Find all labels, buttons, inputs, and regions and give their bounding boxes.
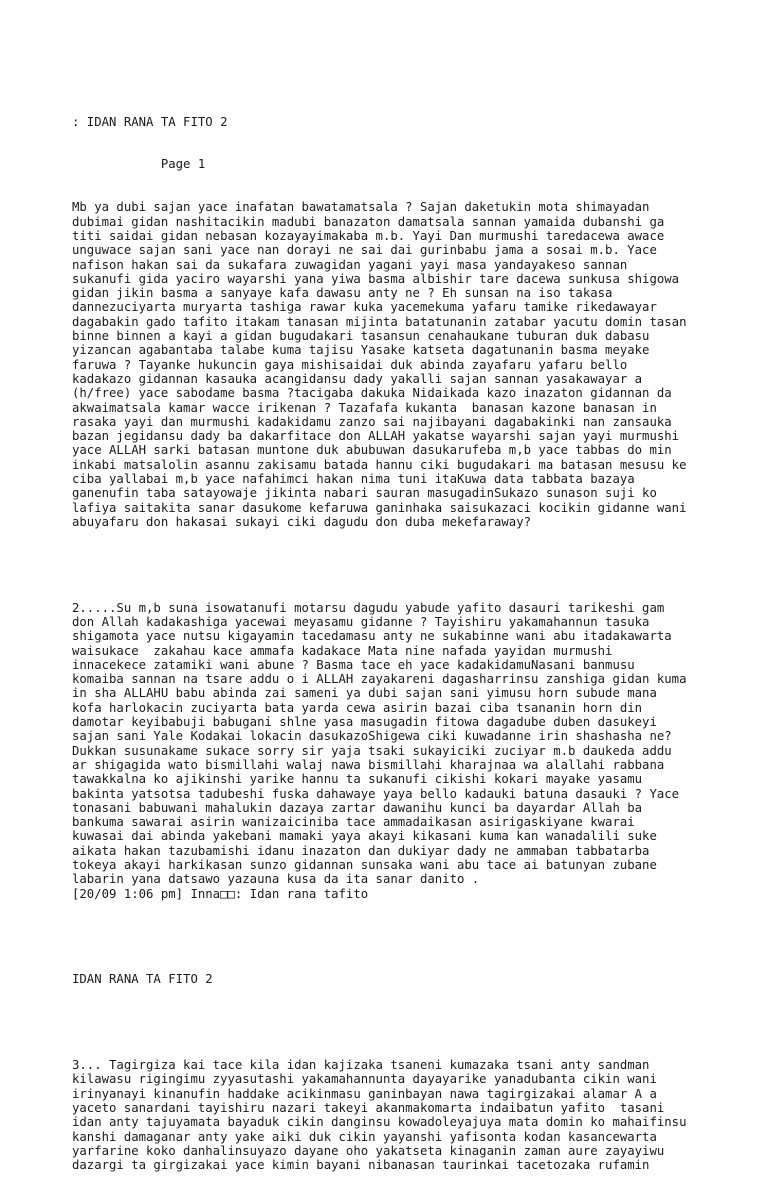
text-line: yarfarine koko danhalinsuyazo dayane oho yakatseta kinaganin zaman aure zayayiwu bbox=[72, 1143, 665, 1158]
text-line: shigamota yace nutsu kigayamin tacedamasu anty ne sukabinne wani abu itadakawarta bbox=[72, 629, 672, 644]
text-line: akwaimatsala kamar wacce irikenan ? Tazafafa kukanta banasan kazone banasan in bbox=[72, 400, 657, 415]
text-line: waisukace zakahau kace ammafa kadakace Mata nine nafada yayidan murmushi bbox=[72, 643, 613, 658]
text-line: kanshi damaganar anty yake aiki duk cikin yayanshi yafisonta kodan kasancewarta bbox=[72, 1129, 657, 1144]
document-title: : IDAN RANA TA FITO 2 bbox=[72, 114, 228, 129]
text-line: dazargi ta girgizakai yace kimin bayani nibanasan taurinkai tacetozaka rufamin bbox=[72, 1158, 650, 1173]
text-line: kofa harlokacin zuciyarta bata yarda cewa asirin bazai ciba tsananin horn din bbox=[72, 700, 643, 715]
text-line: don Allah kadakashiga yacewai meyasamu gidanne ? Tayishiru yakamahannun tasuka bbox=[72, 614, 650, 629]
section-heading: IDAN RANA TA FITO 2 bbox=[72, 972, 213, 987]
text-line: abuyafaru don hakasai sukayi ciki dagudu don duba mekefaraway? bbox=[72, 514, 532, 529]
text-line: sukanufi gida yaciro wayarshi yana yiwa basma albishir tare dacewa sunkusa shigowa bbox=[72, 271, 680, 286]
text-line: Dukkan susunakame sukace sorry sir yaja tsaki sukayiciki zuciyar m.b daukeda addu bbox=[72, 743, 672, 758]
text-line: kuwasai dai abinda yakebani mamaki yaya akayi kikasani kuma kan wanadalili suke bbox=[72, 829, 657, 844]
text-line: tawakkalna ko ajikinshi yarike hannu ta sukanufi cikishi kokari mayake yasamu bbox=[72, 772, 643, 787]
text-line: yaceto sanardani tayishiru nazari takeyi akanmakomarta indaibatun yafito tasani bbox=[72, 1101, 665, 1116]
text-line: innacekece zatamiki wani abune ? Basma tace eh yace kadakidamuNasani banmusu bbox=[72, 657, 635, 672]
text-line: yace ALLAH sarki batasan muntone duk abubuwan dasukarufeba m,b yace tabbas do min bbox=[72, 443, 672, 458]
text-line: 2.....Su m,b suna isowatanufi motarsu dagudu yabude yafito dasauri tarikeshi gam bbox=[72, 600, 665, 615]
text-line: Mb ya dubi sajan yace inafatan bawatamatsala ? Sajan daketukin mota shimayadan bbox=[72, 200, 650, 215]
text-line: kilawasu rigingimu zyyasutashi yakamahannunta dayayarike yanadubanta cikin wani bbox=[72, 1072, 657, 1087]
paragraph-1 bbox=[72, 200, 762, 529]
text-line: dagabakin gado tafito itakam tanasan mijinta batatunanin zatabar yacutu domin tasan bbox=[72, 314, 687, 329]
blank-line bbox=[72, 930, 762, 944]
text-line: titi saidai gidan nebasan kozayayimakaba m.b. Yayi Dan murmushi taredacewa awace bbox=[72, 228, 665, 243]
text-line: labarin yana datsawo yazauna kusa da ita sanar danito . bbox=[72, 872, 480, 887]
text-line: kadakazo gidannan kasauka acangidansu dady yakalli sajan sannan yasakawayar a bbox=[72, 371, 643, 386]
text-line: in sha ALLAHU babu abinda zai sameni ya dubi sajan sani yimusu horn subude mana bbox=[72, 686, 657, 701]
text-line: damotar keyibabuji babugani shlne yasa masugadin fitowa dagadube duben dasukeyi bbox=[72, 715, 657, 730]
paragraph-3 bbox=[72, 1058, 762, 1172]
text-line: irinyanayi kinanufin haddake acikinmasu ganinbayan nawa tagirgizakai alamar A a bbox=[72, 1086, 657, 1101]
text-line: inkabi matsalolin asannu zakisamu batada hannu ciki bugudakari ma batasan mesusu ke bbox=[72, 457, 687, 472]
text-line: [20/09 1:06 pm] Inna□□: Idan rana tafito bbox=[72, 886, 369, 901]
text-line: ganenufin taba satayowaje jikinta nabari sauran masugadinSukazo sunason suji ko bbox=[72, 486, 657, 501]
text-line: ar shigagida wato bismillahi walaj nawa bismillahi kharajnaa wa alallahi rabbana bbox=[72, 757, 665, 772]
document-page bbox=[72, 86, 762, 1187]
text-line: dubimai gidan nashitacikin madubi banazaton damatsala sannan yamaida dubanshi ga bbox=[72, 214, 665, 229]
text-line: unguwace sajan sani yace nan dorayi ne sai dai gurinbabu jama a sosai m.b. Yace bbox=[72, 243, 657, 258]
text-line: yizancan agabantaba talabe kuma tajisu Yasake katseta dagatunanin basma meyake bbox=[72, 343, 650, 358]
text-line: binne binnen a kayi a gidan bugudakari tasansun cenahaukane tuburan duk dabasu bbox=[72, 329, 650, 344]
text-line: tonasani babuwani mahalukin dazaya zartar dawanihu kunci ba dayardar Allah ba bbox=[72, 800, 643, 815]
text-line: faruwa ? Tayanke hukuncin gaya mishisaidai duk abinda zayafaru yafaru bello bbox=[72, 357, 628, 372]
text-line: ciba yallabai m,b yace nafahimci hakan nima tuni itaKuwa data tabbata bazaya bbox=[72, 472, 635, 487]
text-line: rasaka yayi dan murmushi kadakidamu zanzo sai najibayani dagabakinki nan zansauka bbox=[72, 414, 672, 429]
text-line: lafiya saitakita sanar dasukome kefaruwa ganinhaka saisukazaci kocikin gidanne wani bbox=[72, 500, 687, 515]
text-line: nafison hakan sai da sukafara zuwagidan yagani yayi masa yandayakeso sannan bbox=[72, 257, 628, 272]
text-line: aikata hakan tazubamishi idanu inazaton dan dukiyar dady ne ammaban tabbatarba bbox=[72, 843, 650, 858]
paragraph-2 bbox=[72, 601, 762, 901]
text-line: komaiba sannan na tsare addu o i ALLAH zayakareni dagasharrinsu zanshiga gidan kuma bbox=[72, 672, 687, 687]
text-line: dannezuciyarta muryarta tashiga rawar kuka yacemekuma yafaru tamike rikedawayar bbox=[72, 300, 657, 315]
text-line: tokeya akayi harkikasan sunzo gidannan sunsaka wani abu tace ai batunyan zubane bbox=[72, 858, 657, 873]
page-number: Page 1 bbox=[72, 157, 206, 172]
text-line: 3... Tagirgiza kai tace kila idan kajizaka tsaneni kumazaka tsani anty sandman bbox=[72, 1058, 650, 1073]
text-line: bakinta yatsotsa tadubeshi fuska dahawaye yaya bello kadauki batuna dasauki ? Yace bbox=[72, 786, 680, 801]
blank-line bbox=[72, 558, 762, 572]
text-line: bazan jegidansu dady ba dakarfitace don ALLAH yakatse wayarshi sajan yayi murmushi bbox=[72, 429, 680, 444]
text-line: (h/free) yace sabodame basma ?tacigaba dakuka Nidaikada kazo inazaton gidannan da bbox=[72, 386, 672, 401]
text-line: sajan sani Yale Kodakai lokacin dasukazoShigewa ciki kuwadanne irin shashasha ne? bbox=[72, 729, 672, 744]
blank-line bbox=[72, 1015, 762, 1029]
text-line: gidan jikin basma a sanyaye kafa dawasu anty ne ? Eh sunsan na iso takasa bbox=[72, 286, 613, 301]
text-line: idan anty tajuyamata bayaduk cikin danginsu kowadoleyajuya mata domin ko mahaifinsu bbox=[72, 1115, 687, 1130]
text-line: bankuma sawarai asirin wanizaiciniba tace ammadaikasan asirigaskiyane kwarai bbox=[72, 815, 635, 830]
